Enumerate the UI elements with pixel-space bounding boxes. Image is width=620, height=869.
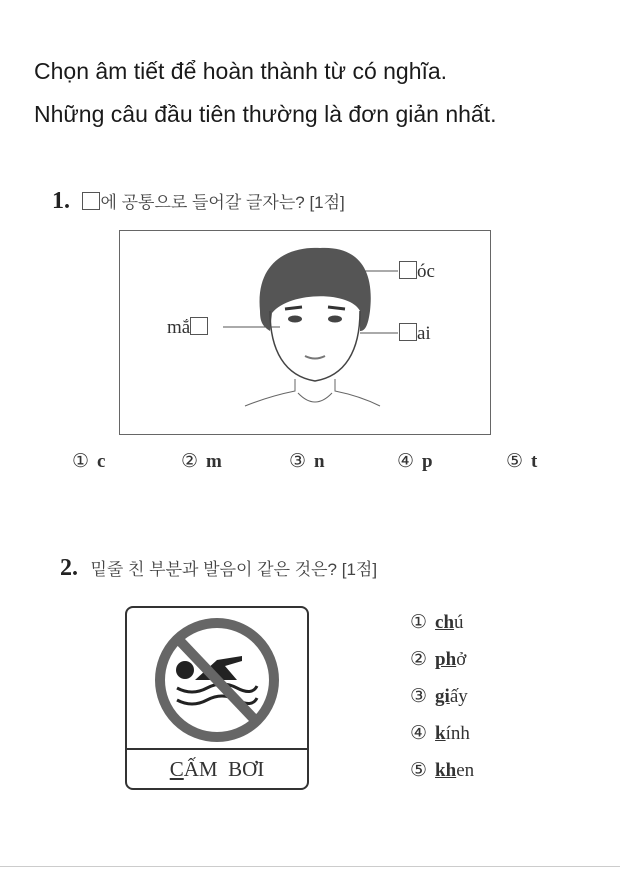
option-underlined: kh <box>435 760 457 781</box>
q2-option-5[interactable] <box>410 759 474 782</box>
blank-box <box>82 192 100 210</box>
option-mark: ③ <box>410 686 428 707</box>
option-rest: ính <box>445 723 470 744</box>
q1-option-2[interactable] <box>181 450 222 473</box>
face-illustration-frame <box>119 230 491 435</box>
option-value: n <box>314 451 325 472</box>
label-text: óc <box>417 261 435 282</box>
label-text: ai <box>417 323 431 344</box>
q2-option-2[interactable] <box>410 648 466 671</box>
q1-option-5[interactable] <box>506 450 537 473</box>
blank-box <box>399 261 417 279</box>
option-underlined: ph <box>435 649 457 670</box>
label-ear <box>399 323 431 345</box>
bottom-divider <box>0 866 620 867</box>
no-swimming-sign <box>125 606 309 790</box>
question-text: 에 공통으로 들어갈 글자는? [1점] <box>100 193 345 212</box>
q1-option-1[interactable] <box>72 450 105 473</box>
option-rest: en <box>456 760 475 781</box>
option-mark: ① <box>72 451 90 472</box>
sign-rest: ẤM BƠI <box>183 757 265 781</box>
q2-option-4[interactable] <box>410 722 470 745</box>
instruction-line-1: Chọn âm tiết để hoàn thành từ có nghĩa. <box>34 58 448 84</box>
label-hair <box>399 261 435 283</box>
option-value: c <box>97 451 106 472</box>
option-mark: ④ <box>397 451 415 472</box>
option-underlined: ch <box>435 612 455 633</box>
q1-option-4[interactable] <box>397 450 433 473</box>
option-rest: ấy <box>449 686 468 707</box>
question-number: 1. <box>52 188 70 214</box>
option-rest: ở <box>456 649 467 670</box>
option-value: p <box>422 451 433 472</box>
option-mark: ⑤ <box>506 451 524 472</box>
option-mark: ① <box>410 612 428 633</box>
instruction-line-2: Những câu đầu tiên thường là đơn giản nhất. <box>34 101 497 127</box>
option-rest: ú <box>454 612 464 633</box>
blank-box <box>399 323 417 341</box>
option-mark: ④ <box>410 723 428 744</box>
option-underlined: k <box>435 723 446 744</box>
option-mark: ② <box>181 451 199 472</box>
question-text: 밑줄 친 부분과 발음이 같은 것은? [1점] <box>90 560 378 579</box>
label-text: mắ <box>167 317 191 338</box>
q1-option-3[interactable] <box>289 450 325 473</box>
sign-caption <box>127 748 307 788</box>
option-mark: ⑤ <box>410 760 428 781</box>
label-eye <box>167 317 208 339</box>
q2-option-3[interactable] <box>410 685 468 708</box>
option-value: t <box>531 451 538 472</box>
q2-option-1[interactable] <box>410 611 464 634</box>
blank-box <box>190 317 208 335</box>
option-value: m <box>206 451 222 472</box>
question-number: 2. <box>60 555 78 581</box>
question-2 <box>60 555 377 582</box>
sign-underlined: C <box>169 757 184 781</box>
question-1 <box>52 188 345 215</box>
option-mark: ③ <box>289 451 307 472</box>
no-swimming-icon <box>127 608 307 748</box>
option-mark: ② <box>410 649 428 670</box>
option-underlined: gi <box>435 686 450 707</box>
